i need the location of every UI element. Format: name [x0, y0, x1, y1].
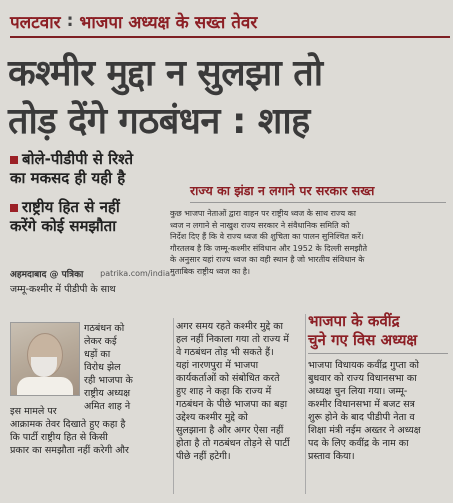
body-line: भाजपा विधायक कवींद्र गुप्ता को — [308, 360, 419, 371]
body-column-2 — [176, 320, 304, 463]
body-line: अध्यक्ष चुन लिया गया। जम्मू- — [308, 386, 408, 397]
body-line: आक्रामक तेवर दिखाते हुए कहा है — [10, 419, 126, 430]
bullet-square-icon — [10, 156, 18, 164]
body-line: गठबंधन को — [84, 323, 125, 334]
body-line: कि पार्टी राष्ट्रीय हित से किसी — [10, 432, 108, 443]
headline-line-2: तोड़ देंगे गठबंधन : शाह — [8, 101, 310, 142]
brief-story — [308, 312, 448, 492]
body-line: राष्ट्रीय अध्यक्ष — [84, 388, 131, 399]
body-line: उद्देश्य कश्मीर मुद्दे को — [176, 412, 248, 423]
deck-line: करेंगे कोई समझौता — [10, 217, 117, 235]
body-line: विरोध झेल — [84, 362, 121, 373]
side-subhead: राज्य का झंडा न लगाने पर सरकार सख्त — [190, 182, 446, 203]
bullet-square-icon — [10, 204, 18, 212]
side-body-line: कुछ भाजपा नेताओं द्वारा वाहन पर राष्ट्रीय ध्वज के साथ राज्य का — [170, 209, 356, 218]
body-line: सुलझाना है और अगर ऐसा नहीं — [176, 425, 284, 436]
body-line: इस मामले पर — [10, 406, 57, 417]
body-column-1-bottom — [10, 405, 175, 457]
column-divider — [305, 314, 306, 494]
body-line: प्रस्ताव किया। — [308, 451, 355, 462]
brief-heading: भाजपा के कवींद्र — [308, 312, 400, 330]
column-divider — [173, 318, 174, 494]
deck-line: बोले-पीडीपी से रिश्ते — [22, 150, 134, 168]
side-body — [170, 208, 440, 277]
deck-item — [10, 150, 165, 188]
body-line: कार्यकर्ताओं को संबोधित करते — [176, 373, 280, 384]
body-line: बुधवार को राज्य विधानसभा का — [308, 373, 417, 384]
side-body-line: ध्वज न लगाने से नाखुश राज्य सरकार ने संवैधानिक समिति को — [170, 220, 350, 230]
portrait-photo — [10, 322, 80, 396]
side-body-line: निर्देश दिए हैं कि वे राज्य ध्वज की शुचिता का पालन सुनिश्चित करें। — [170, 232, 364, 241]
body-line: पीछे नहीं हटेगी। — [176, 451, 231, 462]
deck-item — [10, 198, 165, 236]
body-line: रही भाजपा के — [84, 375, 133, 386]
headline-line-1: कश्मीर मुद्दा न सुलझा तो — [8, 53, 323, 94]
body-column-1-side — [84, 322, 170, 413]
kicker-label: पलटवार — [10, 12, 61, 33]
kicker-text: भाजपा अध्यक्ष के सख्त तेवर — [79, 12, 258, 33]
body-line: अमित शाह ने — [84, 401, 131, 412]
side-body-line: गौरतलब है कि जम्मू-कश्मीर संविधान और 1952 के दिल्ली समझौते — [170, 243, 368, 253]
divider — [308, 353, 448, 354]
deck-line: राष्ट्रीय हित से नहीं — [22, 198, 120, 216]
dateline-website: patrika.com/india — [100, 268, 170, 278]
deck-line: का मकसद ही यही है — [10, 169, 126, 187]
side-story — [170, 182, 446, 300]
body-line: शुरू होने के बाद पीडीपी नेता व — [308, 412, 415, 423]
dateline-city: अहमदाबाद @ पत्रिका — [10, 269, 84, 280]
kicker-separator: : — [66, 11, 74, 31]
body-line: होता है तो गठबंधन तोड़ने से पार्टी — [176, 438, 290, 449]
body-line: धड़ों का — [84, 349, 111, 360]
deck — [10, 150, 165, 246]
body-line: जम्मू-कश्मीर में पीडीपी के साथ — [10, 284, 116, 295]
headline — [8, 50, 448, 146]
body-line: यहां नारणपुरा में भाजपा — [176, 360, 259, 371]
body-column-1-top — [10, 283, 170, 296]
dateline — [10, 266, 170, 280]
body-line: प्रकार का समझौता नहीं करेगी और — [10, 445, 129, 456]
body-line: कश्मीर विधानसभा में बजट सत्र — [308, 399, 415, 410]
body-line: हल नहीं निकाला गया तो राज्य में — [176, 334, 289, 345]
body-line: पद के लिए कवींद्र के नाम का — [308, 438, 409, 449]
body-line: वे गठबंधन तोड़ भी सकते हैं। — [176, 347, 274, 358]
body-line: अगर समय रहते कश्मीर मुद्दे का — [176, 321, 283, 332]
body-line: हुए शाह ने कहा कि राज्य में — [176, 386, 272, 397]
brief-heading: चुने गए विस अध्यक्ष — [308, 331, 418, 349]
kicker — [10, 6, 450, 38]
side-body-line: मुताबिक राष्ट्रीय ध्वज का है। — [170, 266, 250, 276]
body-line: शिक्षा मंत्री नईम अख्तर ने अध्यक्ष — [308, 425, 421, 436]
body-line: गठबंधन के पीछे भाजपा का बड़ा — [176, 399, 288, 410]
body-line: लेकर कई — [84, 336, 117, 347]
side-body-line: के अनुसार यहां राज्य ध्वज का वही स्थान है जो भारतीय संविधान के — [170, 255, 365, 264]
